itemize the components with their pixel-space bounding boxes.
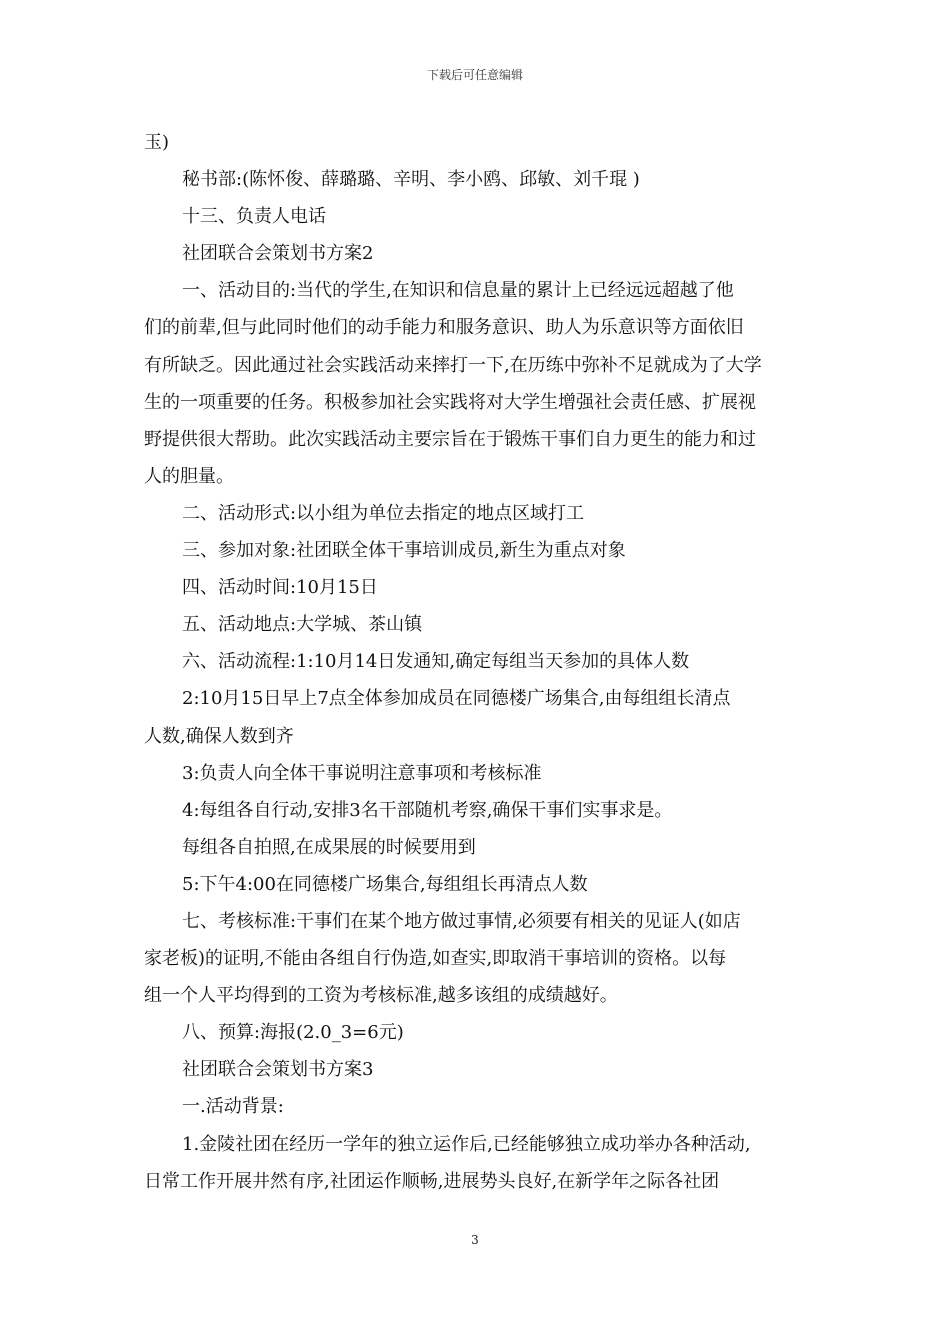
text-line: 5:下午4:00在同德楼广场集合,每组组长再清点人数 [182, 873, 588, 895]
text-line: 2:10月15日早上7点全体参加成员在同德楼广场集合,由每组组长清点 [182, 688, 731, 710]
page-header: 下载后可任意编辑 [426, 68, 523, 82]
text-line: 们的前辈,但与此同时他们的动手能力和服务意识、助人为乐意识等方面依旧 [144, 317, 744, 339]
text-line: 七、考核标准:干事们在某个地方做过事情,必须要有相关的见证人(如店 [182, 910, 741, 932]
text-line: 1.金陵社团在经历一学年的独立运作后,已经能够独立成功举办各种活动, [182, 1133, 751, 1155]
text-line: 日常工作开展井然有序,社团运作顺畅,进展势头良好,在新学年之际各社团 [144, 1170, 720, 1192]
text-line: 二、活动形式:以小组为单位去指定的地点区域打工 [182, 502, 585, 524]
document-title: 社团联合会策划书方案3 [182, 1059, 374, 1081]
text-line: 野提供很大帮助。此次实践活动主要宗旨在于锻炼干事们自力更生的能力和过 [144, 428, 756, 450]
text-line: 八、预算:海报(2.0_3=6元) [182, 1022, 404, 1044]
text-line: 玉) [144, 132, 170, 153]
text-line: 3:负责人向全体干事说明注意事项和考核标准 [182, 762, 542, 784]
text-line: 生的一项重要的任务。积极参加社会实践将对大学生增强社会责任感、扩展视 [144, 391, 756, 413]
text-line: 五、活动地点:大学城、茶山镇 [182, 614, 423, 636]
text-line: 有所缺乏。因此通过社会实践活动来摔打一下,在历练中弥补不足就成为了大学 [144, 354, 762, 376]
section-heading: 一.活动背景: [182, 1096, 284, 1118]
text-line: 家老板)的证明,不能由各组自行伪造,如查实,即取消干事培训的资格。以每 [144, 948, 727, 970]
section-heading: 十三、负责人电话 [182, 206, 326, 228]
text-line: 四、活动时间:10月15日 [182, 577, 378, 599]
text-line: 4:每组各自行动,安排3名干部随机考察,确保干事们实事求是。 [182, 799, 673, 821]
text-line: 三、参加对象:社团联全体干事培训成员,新生为重点对象 [182, 540, 626, 562]
document-body [144, 124, 806, 1200]
page-number: 3 [471, 1233, 479, 1247]
document-title: 社团联合会策划书方案2 [182, 243, 374, 265]
text-line: 一、活动目的:当代的学生,在知识和信息量的累计上已经远远超越了他 [182, 280, 734, 302]
text-line: 秘书部:(陈怀俊、薛璐璐、辛明、李小鸥、邱敏、刘千琨 ) [182, 169, 640, 191]
text-line: 人的胆量。 [144, 465, 234, 487]
text-line: 组一个人平均得到的工资为考核标准,越多该组的成绩越好。 [144, 985, 618, 1007]
text-line: 人数,确保人数到齐 [144, 725, 294, 747]
text-line: 每组各自拍照,在成果展的时候要用到 [182, 836, 476, 858]
text-line: 六、活动流程:1:10月14日发通知,确定每组当天参加的具体人数 [182, 651, 690, 673]
